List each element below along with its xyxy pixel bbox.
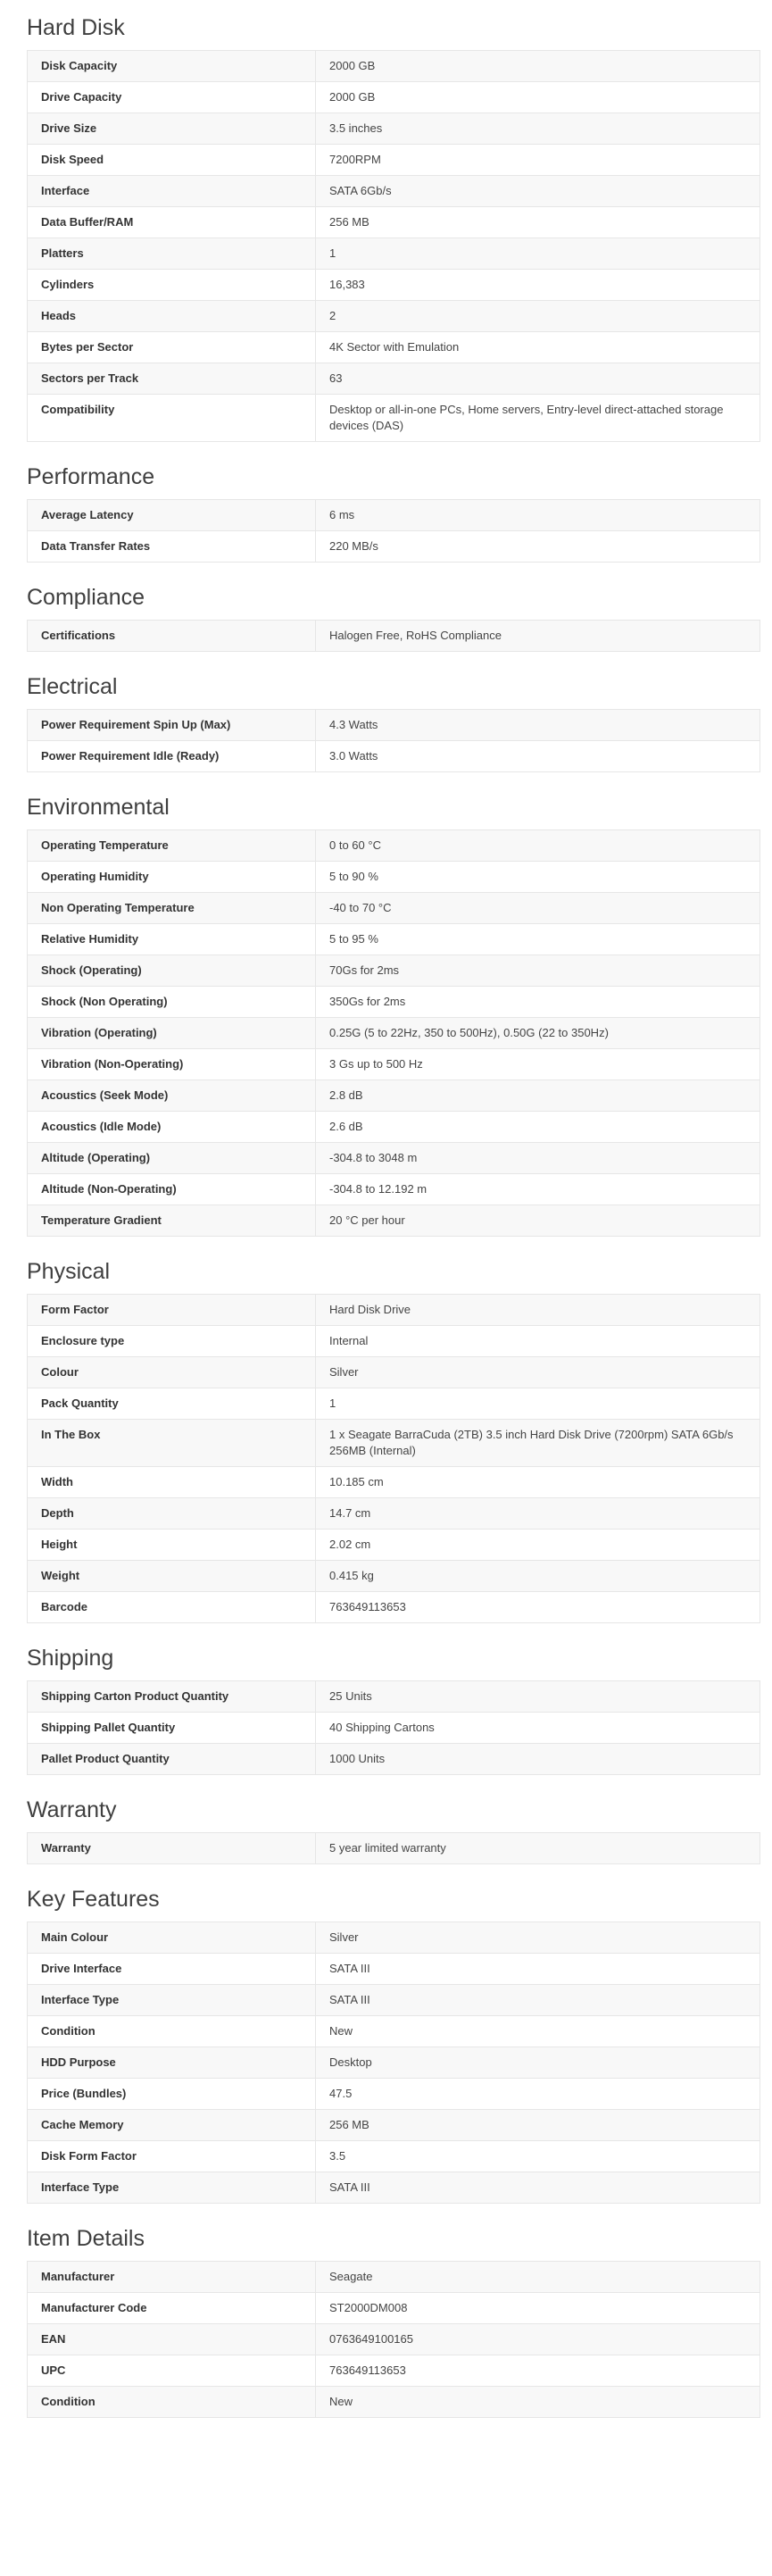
spec-table: [27, 1294, 760, 1623]
spec-label: Shock (Operating): [28, 955, 316, 987]
section-title: Physical: [27, 1259, 111, 1284]
spec-table: [27, 1922, 760, 2204]
spec-row: [28, 2016, 760, 2047]
spec-label: Pallet Product Quantity: [28, 1744, 316, 1775]
spec-section-physical: [27, 1256, 760, 1623]
spec-label: Heads: [28, 301, 316, 332]
spec-label: Temperature Gradient: [28, 1205, 316, 1237]
spec-value: 0.415 kg: [316, 1561, 760, 1592]
spec-label: Drive Size: [28, 113, 316, 145]
spec-table: [27, 1680, 760, 1775]
spec-value: 1 x Seagate BarraCuda (2TB) 3.5 inch Hard Disk Drive (7200rpm) SATA 6Gb/s 256MB (Internal): [316, 1420, 760, 1467]
spec-label: Average Latency: [28, 500, 316, 531]
spec-label: Warranty: [28, 1833, 316, 1864]
spec-label: Condition: [28, 2387, 316, 2418]
spec-row: [28, 270, 760, 301]
spec-row: [28, 710, 760, 741]
spec-row: [28, 2293, 760, 2324]
spec-label: Cache Memory: [28, 2110, 316, 2141]
section-title: Item Details: [27, 2226, 145, 2251]
spec-label: Altitude (Non-Operating): [28, 1174, 316, 1205]
section-title: Compliance: [27, 585, 145, 610]
spec-label: UPC: [28, 2355, 316, 2387]
spec-value: 47.5: [316, 2079, 760, 2110]
spec-row: [28, 363, 760, 395]
spec-value: 25 Units: [316, 1681, 760, 1713]
spec-value: 3 Gs up to 500 Hz: [316, 1049, 760, 1080]
spec-row: [28, 1174, 760, 1205]
spec-label: Altitude (Operating): [28, 1143, 316, 1174]
spec-value: 4.3 Watts: [316, 710, 760, 741]
spec-value: 14.7 cm: [316, 1498, 760, 1530]
spec-value: Halogen Free, RoHS Compliance: [316, 621, 760, 652]
spec-row: [28, 51, 760, 82]
spec-label: Barcode: [28, 1592, 316, 1623]
spec-row: [28, 113, 760, 145]
spec-label: Interface Type: [28, 1985, 316, 2016]
spec-row: [28, 893, 760, 924]
spec-row: [28, 1713, 760, 1744]
spec-section-key-features: [27, 1884, 760, 2204]
spec-value: -304.8 to 12.192 m: [316, 1174, 760, 1205]
spec-value: 4K Sector with Emulation: [316, 332, 760, 363]
spec-value: 5 to 90 %: [316, 862, 760, 893]
spec-label: Interface Type: [28, 2172, 316, 2204]
spec-label: Cylinders: [28, 270, 316, 301]
spec-label: HDD Purpose: [28, 2047, 316, 2079]
spec-value: 0 to 60 °C: [316, 830, 760, 862]
spec-label: Relative Humidity: [28, 924, 316, 955]
section-title: Environmental: [27, 795, 170, 820]
spec-value: New: [316, 2387, 760, 2418]
spec-value: 16,383: [316, 270, 760, 301]
spec-label: Operating Humidity: [28, 862, 316, 893]
spec-value: 0763649100165: [316, 2324, 760, 2355]
spec-row: [28, 500, 760, 531]
spec-row: [28, 176, 760, 207]
section-title: Key Features: [27, 1887, 160, 1912]
spec-row: [28, 1143, 760, 1174]
spec-value: 5 year limited warranty: [316, 1833, 760, 1864]
spec-table: [27, 2261, 760, 2418]
spec-value: 3.5: [316, 2141, 760, 2172]
spec-row: [28, 1420, 760, 1467]
spec-label: Non Operating Temperature: [28, 893, 316, 924]
spec-row: [28, 2262, 760, 2293]
spec-row: [28, 1561, 760, 1592]
spec-label: Disk Form Factor: [28, 2141, 316, 2172]
section-title: Electrical: [27, 674, 118, 699]
spec-row: [28, 2387, 760, 2418]
spec-section-warranty: [27, 1795, 760, 1864]
spec-section-item-details: [27, 2223, 760, 2418]
spec-table: [27, 50, 760, 442]
spec-value: Internal: [316, 1326, 760, 1357]
spec-label: Acoustics (Idle Mode): [28, 1112, 316, 1143]
spec-row: [28, 1112, 760, 1143]
spec-row: [28, 1592, 760, 1623]
section-title: Hard Disk: [27, 15, 125, 40]
spec-label: Vibration (Non-Operating): [28, 1049, 316, 1080]
spec-row: [28, 1357, 760, 1388]
spec-value: 763649113653: [316, 2355, 760, 2387]
spec-section-electrical: [27, 671, 760, 772]
spec-label: Shock (Non Operating): [28, 987, 316, 1018]
spec-table: [27, 499, 760, 563]
spec-row: [28, 955, 760, 987]
spec-value: 1000 Units: [316, 1744, 760, 1775]
spec-label: Acoustics (Seek Mode): [28, 1080, 316, 1112]
spec-row: [28, 1833, 760, 1864]
spec-value: -40 to 70 °C: [316, 893, 760, 924]
spec-value: SATA III: [316, 2172, 760, 2204]
spec-label: Height: [28, 1530, 316, 1561]
spec-row: [28, 531, 760, 563]
spec-value: Seagate: [316, 2262, 760, 2293]
spec-row: [28, 1530, 760, 1561]
spec-label: Colour: [28, 1357, 316, 1388]
spec-label: Main Colour: [28, 1922, 316, 1954]
spec-value: 256 MB: [316, 207, 760, 238]
section-title: Shipping: [27, 1646, 114, 1671]
spec-row: [28, 1922, 760, 1954]
spec-label: Manufacturer: [28, 2262, 316, 2293]
spec-value: Desktop: [316, 2047, 760, 2079]
spec-row: [28, 1954, 760, 1985]
spec-value: 2: [316, 301, 760, 332]
spec-section-performance: [27, 462, 760, 563]
spec-row: [28, 741, 760, 772]
spec-row: [28, 1049, 760, 1080]
spec-label: Vibration (Operating): [28, 1018, 316, 1049]
spec-row: [28, 1467, 760, 1498]
spec-row: [28, 332, 760, 363]
spec-label: Depth: [28, 1498, 316, 1530]
spec-row: [28, 207, 760, 238]
spec-label: Drive Capacity: [28, 82, 316, 113]
spec-row: [28, 1018, 760, 1049]
spec-label: Operating Temperature: [28, 830, 316, 862]
spec-label: Compatibility: [28, 395, 316, 442]
spec-label: Certifications: [28, 621, 316, 652]
spec-label: Data Transfer Rates: [28, 531, 316, 563]
spec-value: 350Gs for 2ms: [316, 987, 760, 1018]
spec-value: SATA III: [316, 1985, 760, 2016]
spec-table: [27, 709, 760, 772]
spec-label: Weight: [28, 1561, 316, 1592]
spec-row: [28, 1985, 760, 2016]
spec-label: Power Requirement Idle (Ready): [28, 741, 316, 772]
spec-row: [28, 1498, 760, 1530]
spec-value: 6 ms: [316, 500, 760, 531]
spec-value: 763649113653: [316, 1592, 760, 1623]
spec-row: [28, 301, 760, 332]
spec-label: Platters: [28, 238, 316, 270]
spec-section-compliance: [27, 582, 760, 652]
spec-label: Shipping Carton Product Quantity: [28, 1681, 316, 1713]
spec-table: [27, 829, 760, 1237]
spec-value: Hard Disk Drive: [316, 1295, 760, 1326]
spec-label: Condition: [28, 2016, 316, 2047]
spec-row: [28, 2047, 760, 2079]
spec-table: [27, 1832, 760, 1864]
spec-label: Sectors per Track: [28, 363, 316, 395]
spec-row: [28, 987, 760, 1018]
spec-label: Bytes per Sector: [28, 332, 316, 363]
spec-value: -304.8 to 3048 m: [316, 1143, 760, 1174]
spec-value: 2.02 cm: [316, 1530, 760, 1561]
spec-label: Drive Interface: [28, 1954, 316, 1985]
spec-value: ST2000DM008: [316, 2293, 760, 2324]
spec-label: Enclosure type: [28, 1326, 316, 1357]
spec-section-environmental: [27, 792, 760, 1237]
spec-value: 2.8 dB: [316, 1080, 760, 1112]
spec-row: [28, 1744, 760, 1775]
spec-value: 7200RPM: [316, 145, 760, 176]
spec-value: New: [316, 2016, 760, 2047]
spec-row: [28, 2172, 760, 2204]
spec-label: Disk Capacity: [28, 51, 316, 82]
spec-value: 20 °C per hour: [316, 1205, 760, 1237]
spec-value: 3.0 Watts: [316, 741, 760, 772]
spec-row: [28, 2079, 760, 2110]
spec-label: Data Buffer/RAM: [28, 207, 316, 238]
spec-row: [28, 1295, 760, 1326]
spec-value: 40 Shipping Cartons: [316, 1713, 760, 1744]
spec-row: [28, 621, 760, 652]
spec-row: [28, 2355, 760, 2387]
spec-label: EAN: [28, 2324, 316, 2355]
spec-label: Interface: [28, 176, 316, 207]
spec-table: [27, 620, 760, 652]
spec-value: 63: [316, 363, 760, 395]
spec-label: Form Factor: [28, 1295, 316, 1326]
spec-label: In The Box: [28, 1420, 316, 1467]
section-title: Performance: [27, 464, 155, 489]
spec-value: Desktop or all-in-one PCs, Home servers, Entry-level direct-attached storage devices (DAS): [316, 395, 760, 442]
spec-label: Manufacturer Code: [28, 2293, 316, 2324]
spec-row: [28, 1205, 760, 1237]
spec-value: 1: [316, 238, 760, 270]
spec-row: [28, 395, 760, 442]
spec-value: 256 MB: [316, 2110, 760, 2141]
spec-value: 70Gs for 2ms: [316, 955, 760, 987]
spec-row: [28, 1388, 760, 1420]
spec-row: [28, 2110, 760, 2141]
spec-row: [28, 238, 760, 270]
spec-row: [28, 82, 760, 113]
spec-value: 2000 GB: [316, 82, 760, 113]
spec-row: [28, 2324, 760, 2355]
spec-row: [28, 1681, 760, 1713]
section-title: Warranty: [27, 1797, 117, 1822]
spec-row: [28, 1080, 760, 1112]
spec-section-hard-disk: [27, 13, 760, 442]
spec-row: [28, 2141, 760, 2172]
spec-row: [28, 862, 760, 893]
spec-value: 5 to 95 %: [316, 924, 760, 955]
spec-value: 3.5 inches: [316, 113, 760, 145]
spec-row: [28, 145, 760, 176]
spec-label: Width: [28, 1467, 316, 1498]
spec-value: Silver: [316, 1922, 760, 1954]
spec-label: Shipping Pallet Quantity: [28, 1713, 316, 1744]
spec-value: 2.6 dB: [316, 1112, 760, 1143]
spec-value: Silver: [316, 1357, 760, 1388]
spec-row: [28, 924, 760, 955]
spec-row: [28, 1326, 760, 1357]
spec-section-shipping: [27, 1643, 760, 1775]
spec-row: [28, 830, 760, 862]
spec-value: 1: [316, 1388, 760, 1420]
spec-value: 10.185 cm: [316, 1467, 760, 1498]
spec-label: Pack Quantity: [28, 1388, 316, 1420]
spec-value: SATA III: [316, 1954, 760, 1985]
spec-value: SATA 6Gb/s: [316, 176, 760, 207]
spec-value: 220 MB/s: [316, 531, 760, 563]
spec-label: Price (Bundles): [28, 2079, 316, 2110]
spec-label: Power Requirement Spin Up (Max): [28, 710, 316, 741]
spec-value: 0.25G (5 to 22Hz, 350 to 500Hz), 0.50G (22 to 350Hz): [316, 1018, 760, 1049]
spec-value: 2000 GB: [316, 51, 760, 82]
spec-label: Disk Speed: [28, 145, 316, 176]
